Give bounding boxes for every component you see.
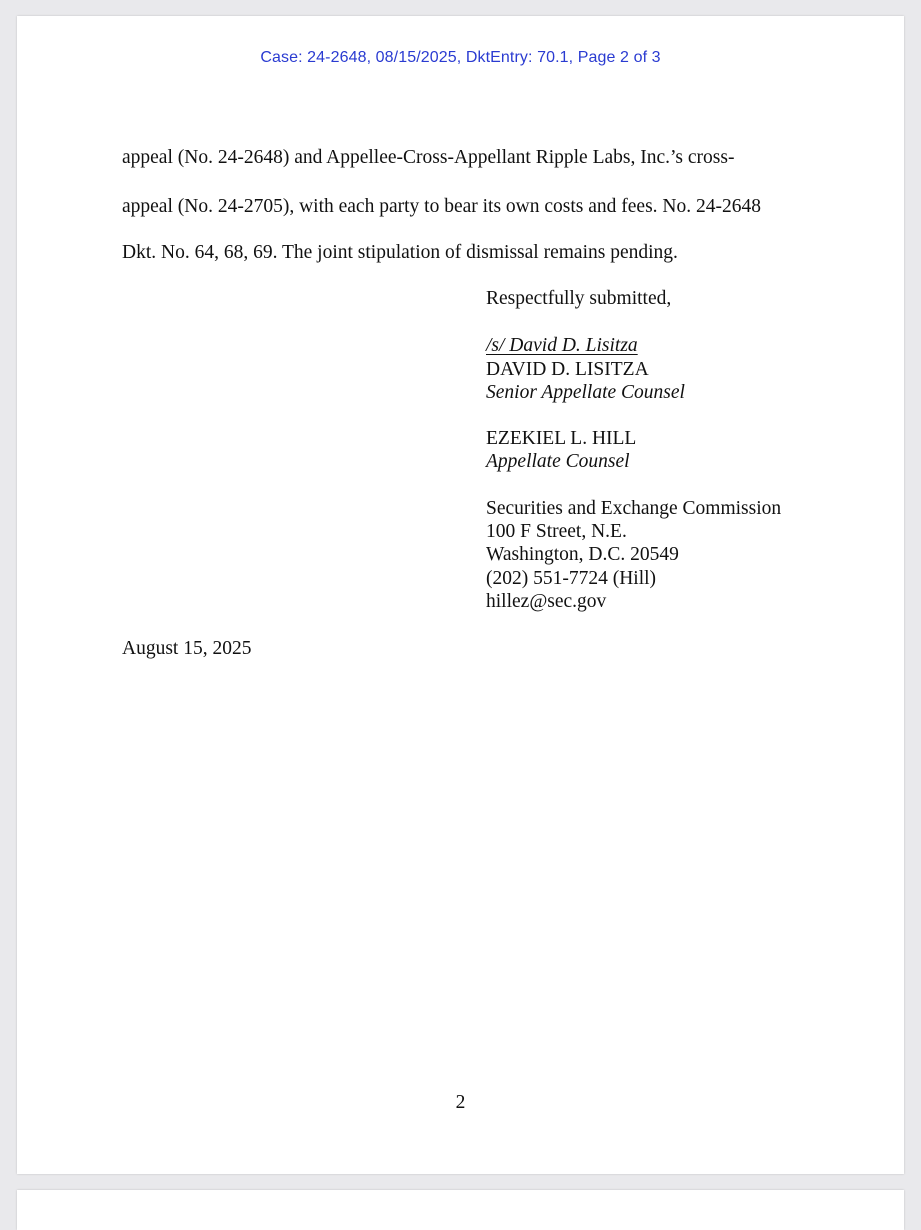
address-line: Securities and Exchange Commission (486, 498, 782, 519)
next-page-edge (17, 1190, 904, 1230)
phone-line: (202) 551-7724 (Hill) (486, 568, 657, 589)
body-text-line: appeal (No. 24-2705), with each party to bear its own costs and fees. No. 24-2648 (122, 196, 761, 217)
address-line: 100 F Street, N.E. (486, 521, 627, 542)
docket-header: Case: 24-2648, 08/15/2025, DktEntry: 70.1, Page 2 of 3 (260, 49, 661, 66)
document-page (17, 16, 904, 1174)
signer-title: Appellate Counsel (486, 451, 630, 472)
document-date: August 15, 2025 (122, 638, 252, 659)
signer-name: DAVID D. LISITZA (486, 359, 649, 380)
address-line: Washington, D.C. 20549 (486, 544, 679, 565)
page-number: 2 (455, 1092, 466, 1113)
signer-title: Senior Appellate Counsel (486, 382, 685, 403)
body-text-line: Dkt. No. 64, 68, 69. The joint stipulation of dismissal remains pending. (122, 242, 678, 263)
body-text-line: appeal (No. 24-2648) and Appellee-Cross-Appellant Ripple Labs, Inc.’s cross- (122, 147, 735, 168)
signer-name: EZEKIEL L. HILL (486, 428, 637, 449)
email-line: hillez@sec.gov (486, 591, 607, 612)
electronic-signature: /s/ David D. Lisitza (486, 335, 638, 356)
closing-text: Respectfully submitted, (486, 288, 672, 309)
